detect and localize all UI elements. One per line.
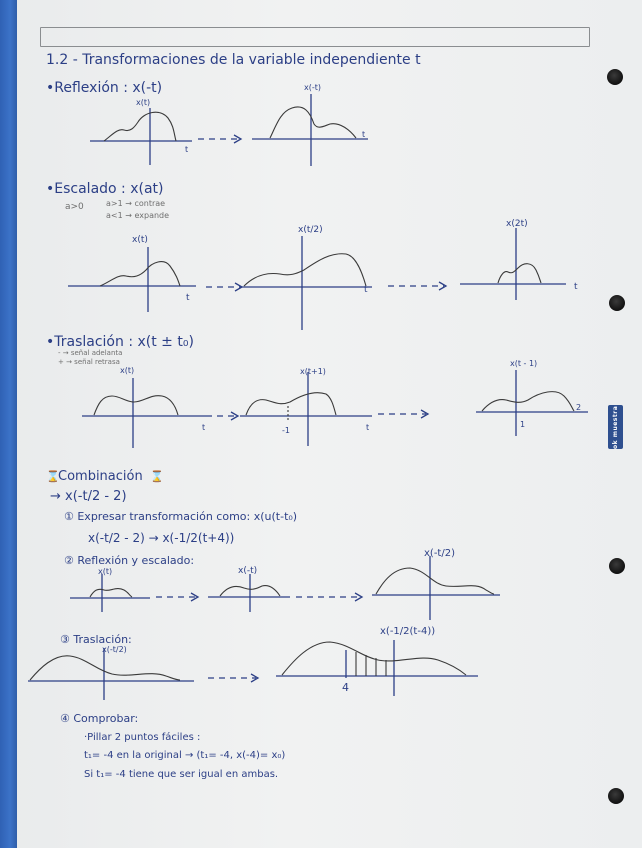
escalado-t-label-3: t bbox=[574, 282, 578, 292]
reflexion-heading: •Reflexión : x(-t) bbox=[46, 80, 163, 96]
combinacion-step1: ① Expresar transformación como: x(u(t-t₀) bbox=[64, 510, 298, 523]
escalado-note-2: a<1 → expande bbox=[106, 211, 170, 220]
combinacion-step3: ③ Traslación: bbox=[60, 633, 132, 646]
reflexion-t-label-2: t bbox=[362, 130, 366, 139]
traslacion-tick-m1: -1 bbox=[282, 426, 290, 435]
traslacion-tick-2: 2 bbox=[576, 403, 582, 412]
step3-label-xmt2: x(-t/2) bbox=[102, 645, 127, 654]
escalado-plot-contracted bbox=[460, 219, 578, 300]
step3-tick-4: 4 bbox=[342, 681, 349, 694]
combinacion-step2-plot-1 bbox=[70, 567, 150, 612]
combinacion-step1-eq: x(-t/2 - 2) → x(-1/2(t+4)) bbox=[88, 531, 235, 545]
traslacion-label-xt: x(t) bbox=[120, 366, 135, 375]
combinacion-step4: ④ Comprobar: bbox=[60, 712, 139, 725]
step2-label-xmt: x(-t) bbox=[238, 566, 258, 576]
traslacion-label-xtm1: x(t - 1) bbox=[510, 359, 538, 368]
traslacion-tick-1: 1 bbox=[520, 420, 526, 429]
escalado-label-x2t: x(2t) bbox=[506, 219, 528, 229]
escalado-note-prefix: a>0 bbox=[65, 202, 84, 212]
reflexion-t-label-1: t bbox=[185, 145, 189, 154]
escalado-plot-original bbox=[68, 235, 196, 312]
escalado-label-xt2: x(t/2) bbox=[298, 225, 323, 235]
escalado-t-label-2: t bbox=[364, 285, 368, 295]
escalado-heading: •Escalado : x(at) bbox=[46, 181, 164, 197]
traslacion-note-1: - → señal adelanta bbox=[58, 349, 123, 357]
traslacion-plot-delayed bbox=[476, 359, 588, 436]
step4-line-3: Si t₁= -4 tiene que ser igual en ambas. bbox=[84, 769, 279, 780]
combinacion-step2-plot-3 bbox=[372, 548, 500, 620]
step4-line-2: t₁= -4 en la original → (t₁= -4, x(-4)= x₀) bbox=[84, 750, 286, 761]
combinacion-step2-plot-2 bbox=[208, 566, 290, 612]
reflexion-plot-original bbox=[90, 98, 192, 165]
combinacion-step3-plot-1 bbox=[28, 645, 194, 700]
traslacion-t-label-2: t bbox=[366, 423, 370, 432]
traslacion-heading: •Traslación : x(t ± t₀) bbox=[46, 334, 194, 350]
reflexion-label-xmt: x(-t) bbox=[304, 83, 321, 92]
combinacion-step3-plot-2 bbox=[276, 626, 478, 696]
escalado-note-1: a>1 → contrae bbox=[106, 199, 166, 208]
divider-tab: ok muestra bbox=[608, 405, 623, 449]
escalado-plot-expanded bbox=[240, 225, 372, 330]
combinacion-step2: ② Reflexión y escalado: bbox=[64, 554, 195, 567]
combinacion-heading: Combinación bbox=[58, 469, 143, 484]
traslacion-t-label-1: t bbox=[202, 423, 206, 432]
step3-label-shifted: x(-1/2(t-4)) bbox=[380, 626, 436, 637]
combinacion-marker-left: ⌛ bbox=[46, 470, 60, 483]
reflexion-plot-reflected bbox=[252, 83, 368, 166]
escalado-label-xt: x(t) bbox=[132, 235, 148, 245]
page-title: 1.2 - Transformaciones de la variable independiente t bbox=[46, 52, 421, 68]
escalado-t-label-1: t bbox=[186, 293, 190, 303]
combinacion-marker-right: ⌛ bbox=[150, 470, 164, 483]
traslacion-note-2: + → señal retrasa bbox=[58, 358, 120, 366]
traslacion-plot-original bbox=[82, 366, 206, 448]
combinacion-expression: → x(-t/2 - 2) bbox=[50, 489, 127, 504]
step2-label-xmt2: x(-t/2) bbox=[424, 548, 455, 559]
traslacion-label-xt1: x(t+1) bbox=[300, 367, 326, 376]
reflexion-label-xt: x(t) bbox=[136, 98, 151, 107]
traslacion-plot-advanced bbox=[240, 367, 372, 446]
step4-line-1: ·Pillar 2 puntos fáciles : bbox=[84, 732, 201, 743]
step2-label-xt: x(t) bbox=[98, 567, 113, 576]
